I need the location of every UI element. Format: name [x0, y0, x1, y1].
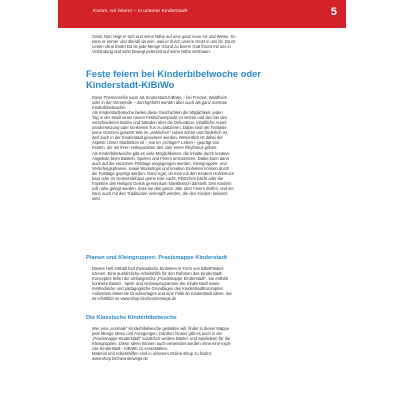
text-line: www.shop kircheunterwegs.de	[92, 356, 148, 362]
text-line: die Festtage geprägt werden. Ganz egal, ob man mit den Kindern Holzkreuze	[92, 170, 235, 176]
heading-line: Feste feiern bei Kinderbibelwoche oder	[86, 68, 262, 79]
text-line: Verbindung und wirkt bewegt jederzeit auf seine Nähe vertrauen.	[92, 49, 211, 55]
text-line: auch auf die einzelnen Festtage eingegangen werden. Kleingruppen- und	[92, 160, 227, 166]
text-line: oder in der Gemeinde – durchgeführt werden aber auch als ganz normale	[92, 100, 227, 106]
text-line: Facetten des Heiligen Geists gemeinsam künstlerisch darstellt: Den Kindern	[92, 180, 232, 186]
text-line: Kinderbibelwoche.	[92, 105, 126, 111]
text-line: Kleingruppen. Diese Ideen können auch verwendet werden ohne eine expli-	[92, 341, 232, 347]
page-content	[58, 0, 346, 400]
text-line: Wer eine „normale“ Kinderbibelwoche gestalten will, findet in dieser Mappe	[92, 326, 230, 331]
subsection-heading: Planen und Kleingruppen: Praxismappe Kinderstadt	[86, 255, 227, 261]
text-line: Material und Arbeitshilfen sind in unserem Online-Shop zu finden:	[92, 351, 213, 357]
text-line: Diese Themenreihe kann als Kinderstadt-KiBiWo – bei Freizeit, Waldheim	[92, 95, 228, 100]
text-line: jede Menge Ideen und Anregungen. Darüber hinaus gibt es auch in der	[92, 331, 223, 337]
text-line: kann auch mit den Traditionen verknüpft werden, die den Kindern bekannt	[92, 190, 228, 196]
text-line: Als Kinderbibelwoche gibt es viele Möglichkeiten, die Inhalte durch kreative	[92, 150, 230, 156]
text-line: verschiedenen Buden und Ständen über die Dekoration, inhaltliche Ausei-	[92, 120, 228, 126]
text-line: Vertiefungsphasen, sowie Workshops und kreative Einheiten können durch	[92, 165, 230, 171]
text-line: zite Kinderstadt - KiBiWo zu veranstalten.	[92, 346, 169, 352]
page-number: 5	[330, 6, 337, 18]
text-line: Leben ohne Ende! Da ist jede Menge Grund zu feiern! Gott thront mit uns in	[92, 44, 231, 50]
text-line: darf auch in der Kinderstadt genossen werden. Wesentlich ist dabei der	[92, 135, 223, 141]
section2-body	[92, 266, 307, 301]
subsection-heading: Die Klassische Kinderbibelwoche	[86, 315, 177, 321]
text-line: keine Grenzen gesetzt! Wie im „wirklichen“ Leben schön und förderlich ist,	[92, 130, 229, 136]
text-line: Dieses Heft enthält fünf thematische Einheiten in Form von Bibeltheater-	[92, 266, 225, 271]
section3-body	[92, 326, 307, 361]
text-line: methodische und pädagogische Grundlagen des KinderstadtKonzeptes.	[92, 286, 224, 292]
text-line: szenen. Eine ausführliche Arbeitshilfe für den Rahmen des Kinderstadt-	[92, 271, 223, 277]
heading-line: Kinderstadt-KiBiWo	[86, 79, 175, 91]
text-line: baut oder im Gemeindehaus gerne Eier sucht; Plätzchen bäckt oder die	[92, 175, 224, 181]
text-line: ist erhältlich im www.shop kircheunterwegs.de	[92, 296, 177, 302]
text-line: soll nahe gelegt werden, dass sie das ganze Jahr über Feiern dürfen, und sie	[92, 185, 234, 191]
header-title: Komm, wir feiern! – In unserer Kinderstadt	[93, 9, 188, 14]
text-line: Konzeptes liefert die umfangreiche „Praxismappe Kinderstadt“. Sie enthält	[92, 276, 228, 282]
text-line: Festen, die mit ihren Höhepunkten den Jahr einen Rhythmus geben.	[92, 145, 218, 151]
section-heading	[86, 68, 331, 90]
text-line: Tag in der Stadt einen neuen Festschwerpunkt zu setzen und den bei den	[92, 115, 228, 121]
text-line: Als Kinderstadt-Woche bieten diese Geschichten die Möglichkeit, jeden	[92, 110, 223, 116]
text-line: Geist. Nun zeigt er sich und seine Nähe auf eine ganz neue Art und Weise. So	[92, 34, 236, 39]
text-line: Außerdem bietet sie Druckvorlagen und eine Fülle an Kinderstadt Ideen. Sie	[92, 291, 232, 297]
section1-body	[92, 95, 307, 201]
text-line: Aspekt: Unser Stadtleben ist – wie im „richtigen“ Leben – geprägt von	[92, 140, 220, 146]
text-line: konkrete Bastel-, Spiel- und Aktionsprogramme der Kinderstadt sowie	[92, 281, 220, 287]
text-line: sind.	[92, 195, 101, 201]
text-line: „Praxismappe Kinderstadt“ zusätzlich weitere Bastel- und Spielideen für die	[92, 336, 231, 342]
text-line: Angebote beim Basteln, Spielen und Feiern umzusetzen. Dabei kann dann	[92, 155, 229, 161]
text-line: kann er immer und überall da sein, weil er durch unsere Geist in uns ist. Da ist	[92, 39, 236, 45]
intro-paragraph	[92, 34, 307, 54]
text-line: nandersetzung oder konkretes Tun zu platzieren. Dabei sind der Fantasie	[92, 125, 227, 131]
